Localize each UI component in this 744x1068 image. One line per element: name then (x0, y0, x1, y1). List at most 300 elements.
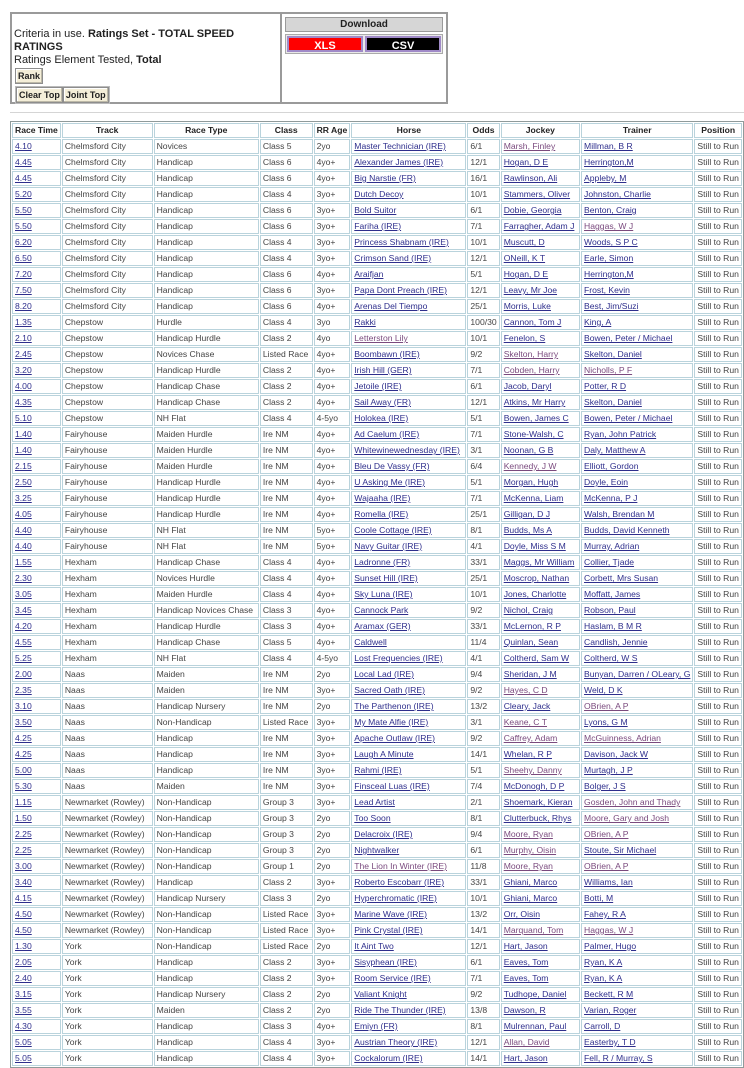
jockey-link[interactable]: McLernon, R P (503, 621, 562, 631)
race-time-link[interactable]: 1.55 (15, 557, 32, 567)
horse-link[interactable]: Austrian Theory (IRE) (354, 1037, 438, 1047)
jockey-link[interactable]: Hogan, D E (503, 157, 549, 167)
cell-class: Class 4 (260, 251, 313, 266)
jockey-link[interactable]: Mulrennan, Paul (503, 1021, 567, 1031)
jockey-link[interactable]: Farragher, Adam J (503, 221, 575, 231)
horse-link[interactable]: U Asking Me (IRE) (354, 477, 425, 487)
cell-jockey (501, 427, 580, 442)
race-time-link[interactable]: 1.50 (15, 813, 32, 823)
race-time-link[interactable]: 4.30 (15, 1021, 32, 1031)
cell-horse (351, 491, 466, 506)
trainer-link[interactable]: Skelton, Daniel (584, 349, 642, 359)
trainer-link[interactable]: Skelton, Daniel (584, 397, 642, 407)
download-csv-button[interactable]: CSV (365, 36, 441, 52)
horse-link[interactable]: It Aint Two (354, 941, 394, 951)
trainer-link[interactable]: Ryan, K A (584, 973, 623, 983)
race-time-link[interactable]: 4.10 (15, 141, 32, 151)
jockey-link[interactable]: Hart, Jason (503, 941, 548, 951)
results-table (10, 121, 744, 1068)
trainer-link[interactable]: Woods, S P C (584, 237, 638, 247)
trainer-link[interactable]: Weld, D K (584, 685, 623, 695)
jockey-link[interactable]: ONeill, K T (503, 253, 546, 263)
race-time-link[interactable]: 4.20 (15, 621, 32, 631)
horse-link[interactable]: Cannock Park (354, 605, 409, 615)
trainer-link[interactable]: Stoute, Sir Michael (584, 845, 657, 855)
trainer-link[interactable]: Bowen, Peter / Michael (584, 413, 673, 423)
horse-link[interactable]: My Mate Alfie (IRE) (354, 717, 429, 727)
trainer-link[interactable]: Moffatt, James (584, 589, 641, 599)
cell-class: Group 3 (260, 827, 313, 842)
horse-link[interactable]: Jetoile (IRE) (354, 381, 402, 391)
header-race-type: Race Type (154, 123, 259, 138)
race-time-link[interactable]: 4.55 (15, 637, 32, 647)
trainer-link[interactable]: Haslam, B M R (584, 621, 642, 631)
trainer-link[interactable]: Haggas, W J (584, 925, 634, 935)
trainer-link[interactable]: Fahey, R A (584, 909, 626, 919)
trainer-link[interactable]: Budds, David Kenneth (584, 525, 670, 535)
table-row (12, 1051, 742, 1066)
race-time-link[interactable]: 5.10 (15, 413, 32, 423)
trainer-link[interactable]: Gosden, John and Thady (584, 797, 681, 807)
trainer-link[interactable]: Lyons, G M (584, 717, 628, 727)
race-time-link[interactable]: 2.35 (15, 685, 32, 695)
race-time-link[interactable]: 3.50 (15, 717, 32, 727)
cell-rr-age: 2yo (314, 811, 351, 826)
race-time-link[interactable]: 3.25 (15, 493, 32, 503)
horse-link[interactable]: Boombawn (IRE) (354, 349, 420, 359)
race-time-link[interactable]: 5.05 (15, 1037, 32, 1047)
cell-race-time (12, 491, 61, 506)
horse-link[interactable]: Nightwalker (354, 845, 400, 855)
race-time-link[interactable]: 4.40 (15, 525, 32, 535)
trainer-link[interactable]: Fell, R / Murray, S (584, 1053, 653, 1063)
jockey-link[interactable]: Atkins, Mr Harry (503, 397, 566, 407)
cell-race-time (12, 219, 61, 234)
cell-class: Class 4 (260, 187, 313, 202)
race-time-link[interactable]: 8.20 (15, 301, 32, 311)
trainer-link[interactable]: Potter, R D (584, 381, 627, 391)
horse-link[interactable]: Crimson Sand (IRE) (354, 253, 432, 263)
trainer-link[interactable]: Benton, Craig (584, 205, 637, 215)
trainer-link[interactable]: Candlish, Jennie (584, 637, 648, 647)
race-time-link[interactable]: 4.25 (15, 733, 32, 743)
trainer-link[interactable]: Ryan, John Patrick (584, 429, 657, 439)
jockey-link[interactable]: Kennedy, J W (503, 461, 557, 471)
horse-link[interactable]: The Lion In Winter (IRE) (354, 861, 447, 871)
race-time-link[interactable]: 1.40 (15, 445, 32, 455)
jockey-link[interactable]: Marquand, Tom (503, 925, 564, 935)
cell-odds: 9/4 (467, 667, 499, 682)
joint-top-button[interactable]: Joint Top (63, 87, 109, 103)
jockey-link[interactable]: Moscrop, Nathan (503, 573, 570, 583)
jockey-link[interactable]: Cobden, Harry (503, 365, 560, 375)
cell-class: Group 3 (260, 811, 313, 826)
race-time-link[interactable]: 4.40 (15, 541, 32, 551)
race-time-link[interactable]: 4.05 (15, 509, 32, 519)
clear-top-button[interactable]: Clear Top (16, 87, 63, 103)
table-row (12, 811, 742, 826)
trainer-link[interactable]: Easterby, T D (584, 1037, 636, 1047)
jockey-link[interactable]: Moore, Ryan (503, 861, 553, 871)
horse-link[interactable]: Wajaaha (IRE) (354, 493, 411, 503)
jockey-link[interactable]: Murphy, Oisin (503, 845, 557, 855)
jockey-link[interactable]: Caffrey, Adam (503, 733, 558, 743)
jockey-link[interactable]: Dobie, Georgia (503, 205, 562, 215)
cell-horse (351, 715, 466, 730)
race-time-link[interactable]: 1.15 (15, 797, 32, 807)
cell-track: Chepstow (62, 363, 153, 378)
jockey-link[interactable]: Doyle, Miss S M (503, 541, 566, 551)
horse-link[interactable]: Fariha (IRE) (354, 221, 402, 231)
horse-link[interactable]: Navy Guitar (IRE) (354, 541, 423, 551)
trainer-link[interactable]: King, A (584, 317, 612, 327)
trainer-link[interactable]: Haggas, W J (584, 221, 634, 231)
horse-link[interactable]: Arenas Del Tiempo (354, 301, 428, 311)
cell-rr-age: 4yo+ (314, 267, 351, 282)
race-time-link[interactable]: 5.05 (15, 1053, 32, 1063)
jockey-link[interactable]: Keane, C T (503, 717, 548, 727)
trainer-link[interactable]: Bunyan, Darren / OLeary, G (584, 669, 691, 679)
download-xls-button[interactable]: XLS (287, 36, 363, 52)
criteria-panel (10, 12, 448, 104)
horse-link[interactable]: Caldwell (354, 637, 387, 647)
horse-link[interactable]: Delacroix (IRE) (354, 829, 413, 839)
horse-link[interactable]: Too Soon (354, 813, 391, 823)
horse-link[interactable]: Emiyn (FR) (354, 1021, 398, 1031)
jockey-link[interactable]: Leavy, Mr Joe (503, 285, 558, 295)
race-time-link[interactable]: 3.15 (15, 989, 32, 999)
jockey-link[interactable]: Sheridan, J M (503, 669, 557, 679)
jockey-link[interactable]: Moore, Ryan (503, 829, 553, 839)
horse-link[interactable]: Sacred Oath (IRE) (354, 685, 425, 695)
jockey-link[interactable]: Marsh, Finley (503, 141, 556, 151)
jockey-link[interactable]: Eaves, Tom (503, 973, 549, 983)
jockey-link[interactable]: Bowen, James C (503, 413, 569, 423)
jockey-link[interactable]: Stone-Walsh, C (503, 429, 564, 439)
horse-link[interactable]: Roberto Escobarr (IRE) (354, 877, 445, 887)
horse-link[interactable]: Cockalorum (IRE) (354, 1053, 423, 1063)
race-time-link[interactable]: 5.50 (15, 205, 32, 215)
horse-link[interactable]: Finsceal Luas (IRE) (354, 781, 430, 791)
cell-track: Chelmsford City (62, 299, 153, 314)
cell-horse (351, 731, 466, 746)
horse-link[interactable]: Marine Wave (IRE) (354, 909, 428, 919)
jockey-link[interactable]: Jacob, Daryl (503, 381, 552, 391)
horse-link[interactable]: Papa Dont Preach (IRE) (354, 285, 447, 295)
race-time-link[interactable]: 3.40 (15, 877, 32, 887)
horse-link[interactable]: Dutch Decoy (354, 189, 404, 199)
jockey-link[interactable]: Hogan, D E (503, 269, 549, 279)
trainer-link[interactable]: Moore, Gary and Josh (584, 813, 670, 823)
trainer-link[interactable]: OBrien, A P (584, 861, 629, 871)
cell-odds: 12/1 (467, 283, 499, 298)
cell-rr-age: 5yo+ (314, 539, 351, 554)
race-time-link[interactable]: 2.00 (15, 669, 32, 679)
horse-link[interactable]: Romella (IRE) (354, 509, 409, 519)
horse-link[interactable]: Master Technician (IRE) (354, 141, 446, 151)
horse-link[interactable]: Sky Luna (IRE) (354, 589, 413, 599)
trainer-link[interactable]: Murray, Adrian (584, 541, 640, 551)
cell-race-type: Handicap (154, 155, 259, 170)
race-time-link[interactable]: 7.50 (15, 285, 32, 295)
horse-link[interactable]: Sail Away (FR) (354, 397, 411, 407)
race-time-link[interactable]: 2.10 (15, 333, 32, 343)
horse-link[interactable]: Letterston Lily (354, 333, 408, 343)
trainer-link[interactable]: Walsh, Brendan M (584, 509, 655, 519)
jockey-link[interactable]: Morgan, Hugh (503, 477, 559, 487)
trainer-link[interactable]: Carroll, D (584, 1021, 621, 1031)
jockey-link[interactable]: Dawson, R (503, 1005, 546, 1015)
trainer-link[interactable]: Botti, M (584, 893, 614, 903)
race-time-link[interactable]: 5.00 (15, 765, 32, 775)
horse-link[interactable]: Whitewinewednesday (IRE) (354, 445, 460, 455)
race-time-link[interactable]: 2.25 (15, 829, 32, 839)
jockey-link[interactable]: Fenelon, S (503, 333, 546, 343)
race-time-link[interactable]: 7.20 (15, 269, 32, 279)
trainer-link[interactable]: Varian, Roger (584, 1005, 637, 1015)
race-time-link[interactable]: 2.40 (15, 973, 32, 983)
trainer-link[interactable]: Elliott, Gordon (584, 461, 639, 471)
jockey-link[interactable]: Noonan, G B (503, 445, 554, 455)
jockey-link[interactable]: Coltherd, Sam W (503, 653, 570, 663)
cell-rr-age: 2yo (314, 139, 351, 154)
cell-position: Still to Run (694, 443, 742, 458)
race-time-link[interactable]: 3.05 (15, 589, 32, 599)
jockey-link[interactable]: McDonogh, D P (503, 781, 565, 791)
race-time-link[interactable]: 4.50 (15, 925, 32, 935)
trainer-link[interactable]: Bowen, Peter / Michael (584, 333, 673, 343)
jockey-link[interactable]: Ghiani, Marco (503, 893, 558, 903)
cell-horse (351, 203, 466, 218)
cell-rr-age: 4yo+ (314, 171, 351, 186)
cell-odds: 7/1 (467, 491, 499, 506)
cell-class: Listed Race (260, 923, 313, 938)
horse-link[interactable]: Bleu De Vassy (FR) (354, 461, 430, 471)
race-time-link[interactable]: 4.45 (15, 157, 32, 167)
jockey-link[interactable]: Eaves, Tom (503, 957, 549, 967)
horse-link[interactable]: Coole Cottage (IRE) (354, 525, 432, 535)
trainer-link[interactable]: OBrien, A P (584, 701, 629, 711)
race-time-link[interactable]: 4.15 (15, 893, 32, 903)
horse-link[interactable]: Rahmi (IRE) (354, 765, 402, 775)
horse-link[interactable]: Sunset Hill (IRE) (354, 573, 418, 583)
trainer-link[interactable]: Herrington,M (584, 157, 634, 167)
rank-button[interactable]: Rank (15, 68, 43, 84)
cell-odds: 25/1 (467, 507, 499, 522)
cell-odds: 9/2 (467, 683, 499, 698)
jockey-link[interactable]: Maggs, Mr William (503, 557, 575, 567)
trainer-link[interactable]: Best, Jim/Suzi (584, 301, 639, 311)
cell-race-type: NH Flat (154, 411, 259, 426)
horse-link[interactable]: Araifjan (354, 269, 384, 279)
cell-odds: 8/1 (467, 523, 499, 538)
race-time-link[interactable]: 4.45 (15, 173, 32, 183)
horse-link[interactable]: Valiant Knight (354, 989, 407, 999)
race-time-link[interactable]: 4.00 (15, 381, 32, 391)
cell-jockey (501, 651, 580, 666)
jockey-link[interactable]: Gilligan, D J (503, 509, 551, 519)
horse-link[interactable]: Bold Suitor (354, 205, 397, 215)
jockey-link[interactable]: Hart, Jason (503, 1053, 548, 1063)
horse-link[interactable]: Holokea (IRE) (354, 413, 409, 423)
jockey-link[interactable]: Skelton, Harry (503, 349, 559, 359)
horse-link[interactable]: Pink Crystal (IRE) (354, 925, 423, 935)
trainer-link[interactable]: McGuinness, Adrian (584, 733, 661, 743)
trainer-link[interactable]: Robson, Paul (584, 605, 636, 615)
trainer-link[interactable]: Daly, Matthew A (584, 445, 646, 455)
trainer-link[interactable]: Johnston, Charlie (584, 189, 651, 199)
cell-jockey (501, 203, 580, 218)
trainer-link[interactable]: Frost, Kevin (584, 285, 630, 295)
trainer-link[interactable]: McKenna, P J (584, 493, 638, 503)
horse-link[interactable]: Aramax (GER) (354, 621, 411, 631)
cell-class: Class 6 (260, 299, 313, 314)
jockey-link[interactable]: Shoemark, Kieran (503, 797, 573, 807)
race-time-link[interactable]: 6.50 (15, 253, 32, 263)
jockey-link[interactable]: Hayes, C D (503, 685, 548, 695)
race-time-link[interactable]: 6.20 (15, 237, 32, 247)
jockey-link[interactable]: Budds, Ms A (503, 525, 552, 535)
race-time-link[interactable]: 2.45 (15, 349, 32, 359)
jockey-link[interactable]: Cleary, Jack (503, 701, 551, 711)
jockey-link[interactable]: Sheehy, Danny (503, 765, 562, 775)
horse-link[interactable]: Irish Hill (GER) (354, 365, 412, 375)
jockey-link[interactable]: McKenna, Liam (503, 493, 564, 503)
jockey-link[interactable]: Stammers, Oliver (503, 189, 571, 199)
cell-position: Still to Run (694, 411, 742, 426)
table-row (12, 651, 742, 666)
race-time-link[interactable]: 5.30 (15, 781, 32, 791)
cell-race-time (12, 891, 61, 906)
jockey-link[interactable]: Muscutt, D (503, 237, 545, 247)
horse-link[interactable]: Rakki (354, 317, 376, 327)
horse-link[interactable]: Sisyphean (IRE) (354, 957, 417, 967)
cell-class: Ire NM (260, 443, 313, 458)
horse-link[interactable]: Ladronne (FR) (354, 557, 411, 567)
trainer-link[interactable]: Herrington,M (584, 269, 634, 279)
cell-class: Class 4 (260, 1051, 313, 1066)
horse-link[interactable]: Ride The Thunder (IRE) (354, 1005, 446, 1015)
race-time-link[interactable]: 5.25 (15, 653, 32, 663)
cell-trainer (581, 923, 693, 938)
jockey-link[interactable]: Allan, David (503, 1037, 550, 1047)
horse-link[interactable]: Local Lad (IRE) (354, 669, 414, 679)
jockey-link[interactable]: Rawlinson, Ali (503, 173, 558, 183)
race-time-link[interactable]: 4.50 (15, 909, 32, 919)
race-time-link[interactable]: 2.15 (15, 461, 32, 471)
jockey-link[interactable]: Morris, Luke (503, 301, 551, 311)
horse-link[interactable]: Apache Outlaw (IRE) (354, 733, 435, 743)
cell-odds: 11/8 (467, 859, 499, 874)
race-time-link[interactable]: 2.25 (15, 845, 32, 855)
race-time-link[interactable]: 3.55 (15, 1005, 32, 1015)
race-time-link[interactable]: 1.30 (15, 941, 32, 951)
cell-horse (351, 651, 466, 666)
cell-rr-age: 3yo+ (314, 731, 351, 746)
jockey-link[interactable]: Ghiani, Marco (503, 877, 558, 887)
trainer-link[interactable]: Coltherd, W S (584, 653, 638, 663)
horse-link[interactable]: Big Narstie (FR) (354, 173, 416, 183)
jockey-link[interactable]: Orr, Oisin (503, 909, 540, 919)
horse-link[interactable]: Alexander James (IRE) (354, 157, 444, 167)
trainer-link[interactable]: Corbett, Mrs Susan (584, 573, 659, 583)
jockey-link[interactable]: Jones, Charlotte (503, 589, 567, 599)
trainer-link[interactable]: Doyle, Eoin (584, 477, 628, 487)
race-time-link[interactable]: 5.50 (15, 221, 32, 231)
cell-rr-age: 2yo (314, 843, 351, 858)
jockey-link[interactable]: Quinlan, Sean (503, 637, 559, 647)
cell-position: Still to Run (694, 587, 742, 602)
trainer-link[interactable]: Palmer, Hugo (584, 941, 637, 951)
trainer-link[interactable]: Appleby, M (584, 173, 627, 183)
horse-link[interactable]: The Parthenon (IRE) (354, 701, 434, 711)
horse-link[interactable]: Laugh A Minute (354, 749, 414, 759)
table-row (12, 155, 742, 170)
race-time-link[interactable]: 5.20 (15, 189, 32, 199)
cell-rr-age: 3yo+ (314, 1035, 351, 1050)
race-time-link[interactable]: 2.30 (15, 573, 32, 583)
race-time-link[interactable]: 3.00 (15, 861, 32, 871)
cell-race-type: Novices Hurdle (154, 571, 259, 586)
trainer-link[interactable]: Beckett, R M (584, 989, 634, 999)
race-time-link[interactable]: 2.05 (15, 957, 32, 967)
download-buttons (285, 34, 443, 54)
race-time-link[interactable]: 2.50 (15, 477, 32, 487)
horse-link[interactable]: Room Service (IRE) (354, 973, 431, 983)
horse-link[interactable]: Hyperchromatic (IRE) (354, 893, 437, 903)
cell-race-type: Maiden (154, 667, 259, 682)
race-time-link[interactable]: 3.45 (15, 605, 32, 615)
cell-track: Naas (62, 747, 153, 762)
race-time-link[interactable]: 1.40 (15, 429, 32, 439)
trainer-link[interactable]: Nicholls, P F (584, 365, 633, 375)
horse-link[interactable]: Lost Frequencies (IRE) (354, 653, 443, 663)
horse-link[interactable]: Lead Artist (354, 797, 395, 807)
trainer-link[interactable]: Davison, Jack W (584, 749, 649, 759)
trainer-link[interactable]: Earle, Simon (584, 253, 634, 263)
race-time-link[interactable]: 4.35 (15, 397, 32, 407)
cell-race-type: Maiden (154, 683, 259, 698)
trainer-link[interactable]: Collier, Tjade (584, 557, 635, 567)
jockey-link[interactable]: Nichol, Craig (503, 605, 553, 615)
cell-trainer (581, 779, 693, 794)
cell-position: Still to Run (694, 507, 742, 522)
cell-horse (351, 859, 466, 874)
cell-track: Hexham (62, 587, 153, 602)
cell-jockey (501, 139, 580, 154)
horse-link[interactable]: Ad Caelum (IRE) (354, 429, 420, 439)
trainer-link[interactable]: OBrien, A P (584, 829, 629, 839)
jockey-link[interactable]: Cannon, Tom J (503, 317, 562, 327)
trainer-link[interactable]: Bolger, J S (584, 781, 626, 791)
trainer-link[interactable]: Murtagh, J P (584, 765, 633, 775)
cell-horse (351, 171, 466, 186)
jockey-link[interactable]: Clutterbuck, Rhys (503, 813, 572, 823)
jockey-link[interactable]: Tudhope, Daniel (503, 989, 567, 999)
cell-class: Class 2 (260, 955, 313, 970)
race-time-link[interactable]: 4.25 (15, 749, 32, 759)
race-time-link[interactable]: 3.20 (15, 365, 32, 375)
race-time-link[interactable]: 1.35 (15, 317, 32, 327)
jockey-link[interactable]: Whelan, R P (503, 749, 552, 759)
race-time-link[interactable]: 3.10 (15, 701, 32, 711)
horse-link[interactable]: Princess Shabnam (IRE) (354, 237, 449, 247)
trainer-link[interactable]: Williams, Ian (584, 877, 633, 887)
cell-race-type: Non-Handicap (154, 811, 259, 826)
cell-rr-age: 2yo (314, 827, 351, 842)
trainer-link[interactable]: Millman, B R (584, 141, 633, 151)
trainer-link[interactable]: Ryan, K A (584, 957, 623, 967)
